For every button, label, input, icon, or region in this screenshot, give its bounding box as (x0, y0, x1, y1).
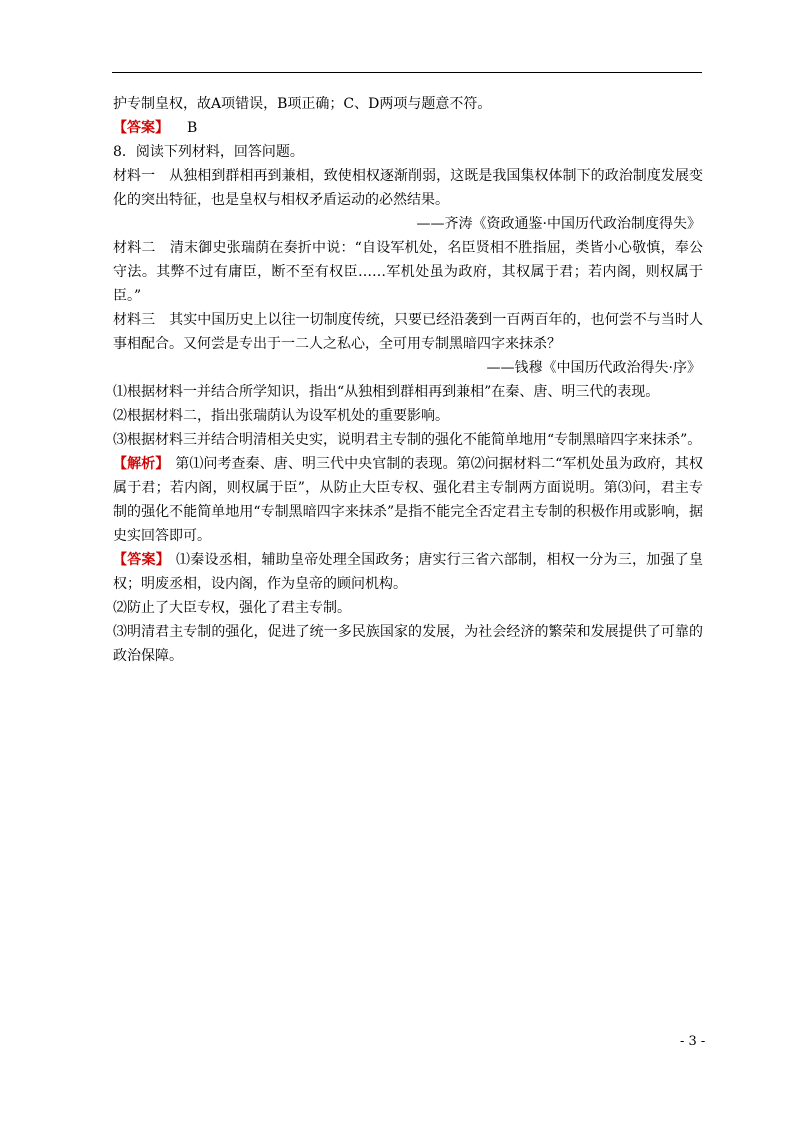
material-3-source: ——钱穆《中国历代政治得失·序》 (486, 360, 701, 376)
answer-3-text: ⑶明清君主专制的强化，促进了统一多民族国家的发展，为社会经济的繁荣和发展提供了可靠的政治保障。 (113, 624, 703, 664)
document-body (113, 92, 703, 668)
sub-question-3: ⑶根据材料三并结合明清相关史实，说明君主专制的强化不能简单地用“专制黑暗四字来抹杀”。 (113, 432, 702, 448)
answer-label: 【答案】 (113, 120, 169, 136)
answer-row-1 (113, 116, 703, 140)
material-1: 材料一 从独相到群相再到兼相，致使相权逐渐削弱，这既是我国集权体制下的政治制度发展变化的突出特征，也是皇权与相权矛盾运动的必然结果。 (113, 168, 703, 208)
answer-2-text: ⑵防止了大臣专权，强化了君主专制。 (113, 600, 351, 616)
answer-label-2: 【答案】 (113, 552, 170, 568)
answer-value: B (187, 120, 198, 136)
page-number: - 3 - (680, 1034, 706, 1049)
sub-question-2: ⑵根据材料二，指出张瑞荫认为设军机处的重要影响。 (113, 408, 449, 424)
question-8: 8．阅读下列材料，回答问题。 (113, 144, 304, 160)
material-3: 材料三 其实中国历史上以往一切制度传统，只要已经沿袭到一百两百年的，也何尝不与当时人事相配合。又何尝是专出于一二人之私心，全可用专制黑暗四字来抹杀？ (113, 312, 703, 352)
header-rule (112, 72, 702, 73)
sub-question-1: ⑴根据材料一并结合所学知识，指出“从独相到群相再到兼相”在秦、唐、明三代的表现。 (113, 384, 660, 400)
analysis-label: 【解析】 (113, 456, 170, 472)
answer-1-text: ⑴秦设丞相，辅助皇帝处理全国政务；唐实行三省六部制，相权一分为三，加强了皇权；明废丞相，设内阁，作为皇帝的顾问机构。 (113, 552, 703, 592)
material-2: 材料二 清末御史张瑞荫在奏折中说：“自设军机处，名臣贤相不胜指屈，类皆小心敬慎，奉公守法。其弊不过有庸臣，断不至有权臣……军机处虽为政府，其权属于君；若内阁，则权属于臣。” (113, 240, 703, 304)
analysis-text: 第⑴问考查秦、唐、明三代中央官制的表现。第⑵问据材料二“军机处虽为政府，其权属于君；若内阁，则权属于臣”，从防止大臣专权、强化君主专制两方面说明。第⑶问，君主专制的强化不能简单地用“专制黑暗四字来抹杀”是指不能完全否定君主专制的积极作用或影响，据史实回答即可。 (113, 456, 704, 544)
analysis-paragraph (113, 452, 703, 548)
material-1-source: ——齐涛《资政通鉴·中国历代政治制度得失》 (416, 216, 701, 232)
text-line-1: 护专制皇权，故A项错误，B项正确；C、D两项与题意不符。 (113, 96, 492, 112)
answer-paragraph-2 (113, 548, 703, 596)
